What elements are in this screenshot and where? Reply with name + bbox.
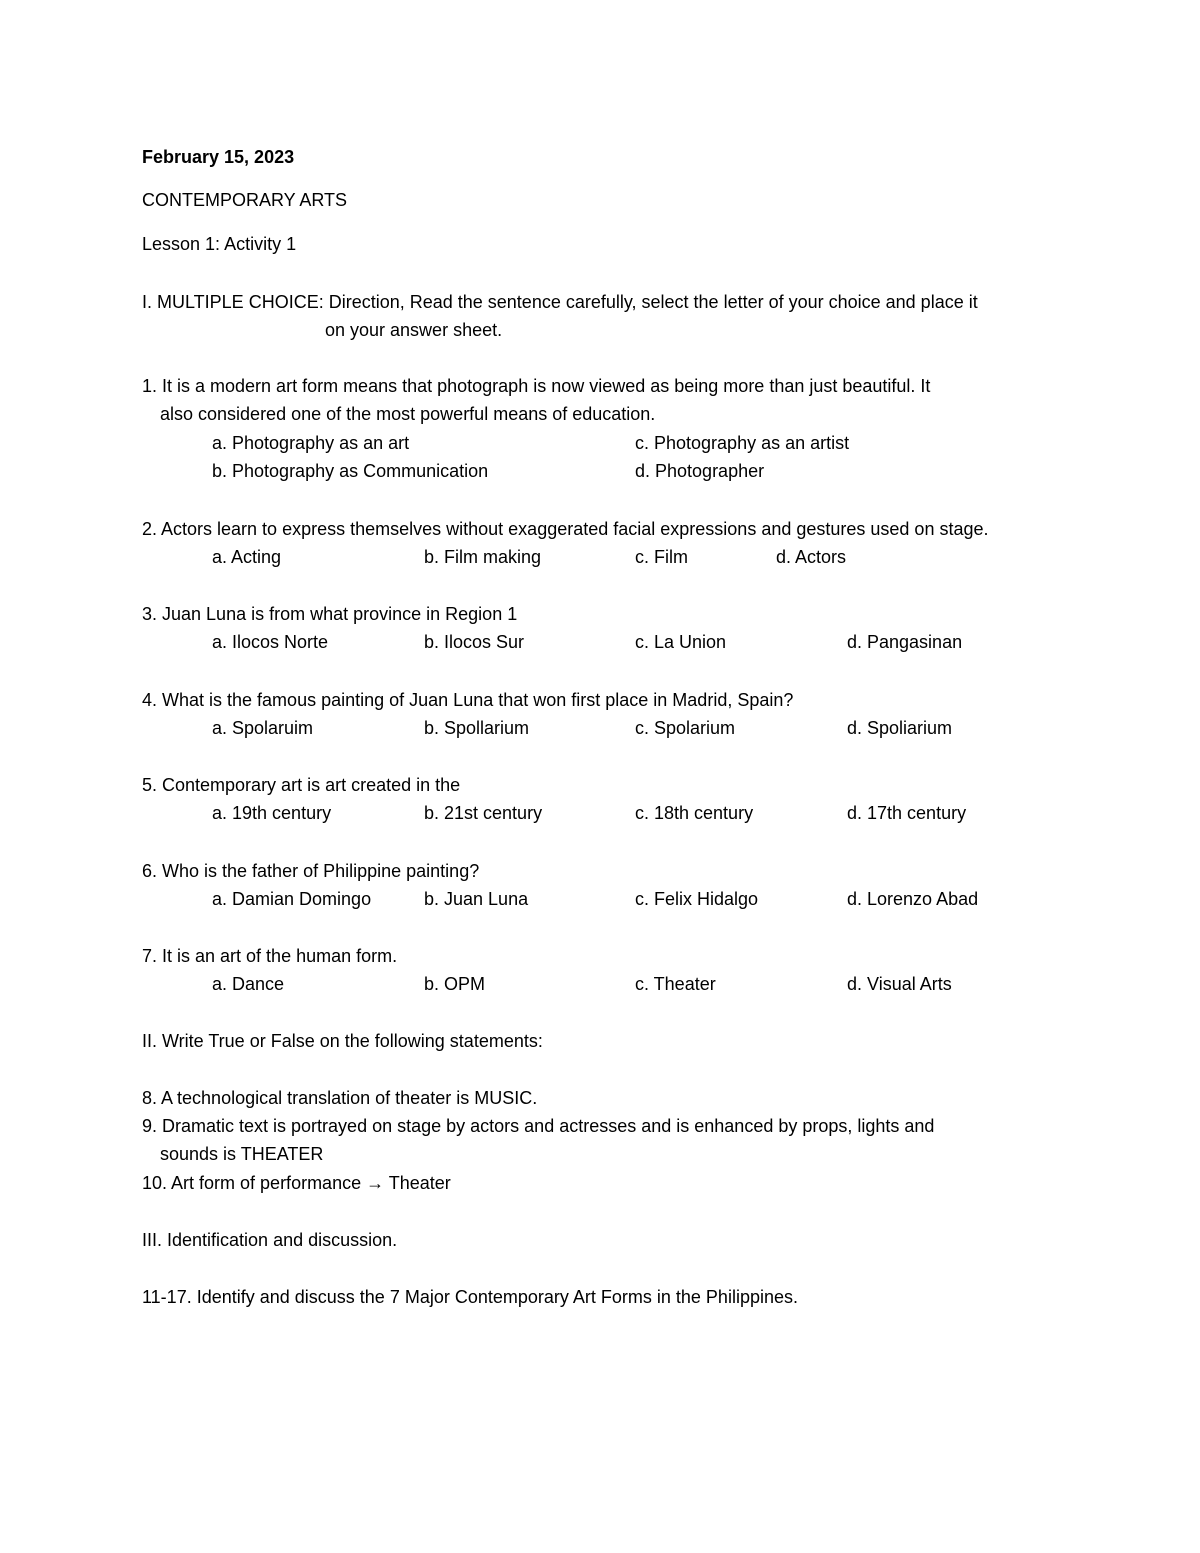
q4-choice-b: b. Spollarium: [424, 718, 530, 738]
q7-choice-c: c. Theater: [635, 974, 716, 994]
q4-choice-d: d. Spoliarium: [847, 718, 953, 738]
q7-choice-a: a. Dance: [212, 974, 285, 994]
question-7: 7. It is an art of the human form.: [142, 946, 398, 966]
q2-choice-d: d. Actors: [776, 547, 847, 567]
q7-choice-b: b. OPM: [424, 974, 486, 994]
q1-choice-b: b. Photography as Communication: [212, 461, 489, 481]
q2-choice-b: b. Film making: [424, 547, 542, 567]
q6-choice-b: b. Juan Luna: [424, 889, 529, 909]
q5-choice-b: b. 21st century: [424, 803, 543, 823]
q3-choice-b: b. Ilocos Sur: [424, 632, 525, 652]
q3-choice-a: a. Ilocos Norte: [212, 632, 329, 652]
q2-choice-a: a. Acting: [212, 547, 282, 567]
date: February 15, 2023: [142, 147, 295, 167]
question-1: 1. It is a modern art form means that photograph is now viewed as being more than just beautiful. It: [142, 376, 931, 396]
question-3: 3. Juan Luna is from what province in Region 1: [142, 604, 518, 624]
q7-choice-d: d. Visual Arts: [847, 974, 952, 994]
question-6: 6. Who is the father of Philippine painting?: [142, 861, 480, 881]
q6-choice-a: a. Damian Domingo: [212, 889, 372, 909]
subject-title: CONTEMPORARY ARTS: [142, 190, 348, 210]
q4-choice-c: c. Spolarium: [635, 718, 736, 738]
q4-choice-a: a. Spolaruim: [212, 718, 314, 738]
identification-item: 11-17. Identify and discuss the 7 Major Contemporary Art Forms in the Philippines.: [142, 1287, 798, 1307]
q1-choice-c: c. Photography as an artist: [635, 433, 850, 453]
question-4: 4. What is the famous painting of Juan Luna that won first place in Madrid, Spain?: [142, 690, 794, 710]
q6-choice-d: d. Lorenzo Abad: [847, 889, 979, 909]
q6-choice-c: c. Felix Hidalgo: [635, 889, 759, 909]
tf-item-10: 10. Art form of performance → Theater: [142, 1173, 451, 1193]
section3-title: III. Identification and discussion.: [142, 1230, 398, 1250]
lesson-title: Lesson 1: Activity 1: [142, 234, 297, 254]
q2-choice-c: c. Film: [635, 547, 688, 567]
section1-directions-cont: on your answer sheet.: [325, 320, 503, 340]
q1-choice-d: d. Photographer: [635, 461, 765, 481]
question-2: 2. Actors learn to express themselves without exaggerated facial expressions and gestures used on stage.: [142, 519, 989, 539]
tf-item-9-cont: sounds is THEATER: [160, 1144, 324, 1164]
question-1-cont: also considered one of the most powerful means of education.: [160, 404, 656, 424]
q5-choice-c: c. 18th century: [635, 803, 754, 823]
q1-choice-a: a. Photography as an art: [212, 433, 410, 453]
tf-item-9: 9. Dramatic text is portrayed on stage by actors and actresses and is enhanced by props, lights and: [142, 1116, 935, 1136]
question-5: 5. Contemporary art is art created in the: [142, 775, 461, 795]
section1-directions: I. MULTIPLE CHOICE: Direction, Read the sentence carefully, select the letter of your choice and place it: [142, 292, 978, 312]
section2-title: II. Write True or False on the following statements:: [142, 1031, 543, 1051]
q3-choice-c: c. La Union: [635, 632, 727, 652]
q3-choice-d: d. Pangasinan: [847, 632, 963, 652]
q5-choice-a: a. 19th century: [212, 803, 332, 823]
tf-item-8: 8. A technological translation of theater is MUSIC.: [142, 1088, 538, 1108]
q5-choice-d: d. 17th century: [847, 803, 967, 823]
